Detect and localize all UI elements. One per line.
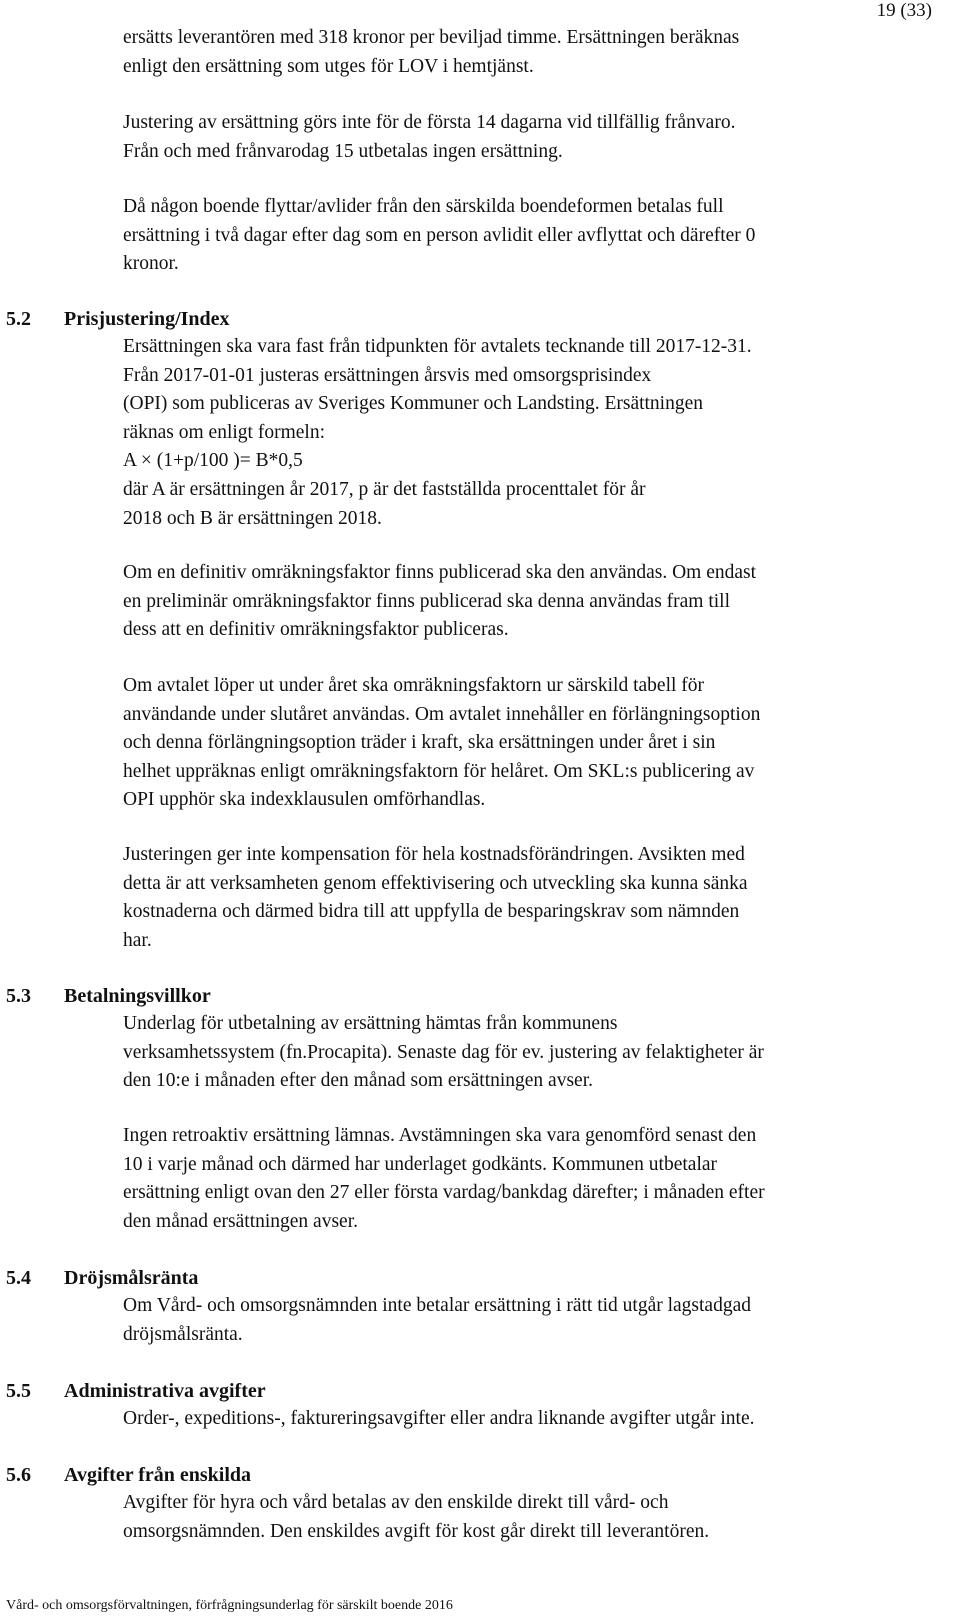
section-heading-5-4 <box>6 1264 198 1292</box>
section-number: 5.6 <box>6 1464 31 1486</box>
page-number: 19 (33) <box>876 0 932 21</box>
section-heading-5-3 <box>6 982 211 1010</box>
paragraph-lov-rate: ersätts leverantören med 318 kronor per beviljad timme. Ersättningen beräknas enligt den ersättning som utges för LOV i hemtjänst. <box>123 27 740 77</box>
paragraph-no-retroactive: Ingen retroaktiv ersättning lämnas. Avstämningen ska vara genomförd senast den 10 i varje månad och därmed har underlaget godkänts. Kommunen utbetalar ersättning enligt ovan den 27 eller första vardag/bankdag därefter; i månaden efter den månad ersättningen avser. <box>123 1125 765 1232</box>
paragraph-conversion-factor: Om en definitiv omräkningsfaktor finns publicerad ska den användas. Om endast en preliminär omräkningsfaktor finns publicerad ska denna användas fram till dess att en definitiv omräkningsfaktor publiceras. <box>123 562 757 641</box>
section-number: 5.4 <box>6 1267 31 1289</box>
paragraph-payment-basis: Underlag för utbetalning av ersättning hämtas från kommunens verksamhetssystem (fn.Procapita). Senaste dag för ev. justering av felaktigheter är den 10:e i månaden efter den månad som ersättningen avser. <box>123 1013 764 1092</box>
paragraph-individual-fees: Avgifter för hyra och vård betalas av den enskilde direkt till vård- och omsorgsnämnden. Den enskildes avgift för kost går direkt till leverantören. <box>123 1492 710 1542</box>
page-footer: Vård- och omsorgsförvaltningen, förfrågningsunderlag för särskilt boende 2016 <box>6 1598 453 1613</box>
section-title: Betalningsvillkor <box>64 985 211 1007</box>
paragraph-contract-expiry: Om avtalet löper ut under året ska omräkningsfaktorn ur särskild tabell för användande under slutåret användas. Om avtalet innehåller en förlängningsoption och denna förlängningsoption träder i kraft, ska ersättningen under året i sin helhet uppräknas enligt omräkningsfaktorn för helåret. Om SKL:s publicering av OPI upphör ska indexklausulen omförhandlas. <box>123 675 761 811</box>
section-title: Dröjsmålsränta <box>64 1267 199 1289</box>
section-heading-5-6 <box>6 1461 251 1489</box>
section-heading-5-5 <box>6 1377 266 1405</box>
section-number: 5.2 <box>6 308 31 330</box>
section-title: Prisjustering/Index <box>64 308 230 330</box>
paragraph-compensation: Justeringen ger inte kompensation för hela kostnadsförändringen. Avsikten med detta är att verksamheten genom effektivisering och utveckling ska kunna sänka kostnaderna och därmed bidra till att uppfylla de besparingskrav som nämnden har. <box>123 844 748 951</box>
section-number: 5.3 <box>6 985 31 1007</box>
paragraph-admin-fees: Order-, expeditions-, faktureringsavgifter eller andra liknande avgifter utgår inte. <box>123 1408 755 1429</box>
paragraph-moving: Då någon boende flyttar/avlider från den särskilda boendeformen betalas full ersättning i två dagar efter dag som en person avlidit eller avflyttat och därefter 0 kronor. <box>123 196 756 275</box>
section-title: Avgifter från enskilda <box>64 1464 252 1486</box>
section-title: Administrativa avgifter <box>64 1380 266 1402</box>
section-number: 5.5 <box>6 1380 31 1402</box>
section-heading-5-2 <box>6 305 230 333</box>
paragraph-late-interest: Om Vård- och omsorgsnämnden inte betalar ersättning i rätt tid utgår lagstadgad dröjsmålsränta. <box>123 1295 751 1345</box>
paragraph-price-index: Ersättningen ska vara fast från tidpunkten för avtalets tecknande till 2017-12-31. Från 2017-01-01 justeras ersättningen årsvis med omsorgsprisindex (OPI) som publiceras av Sveriges Kommuner och Landsting. Ersättningen räknas om enligt formeln: A × (1+p/100 )= B*0,5 där A är ersättningen år 2017, p är det fastställda procenttalet för år 2018 och B är ersättningen 2018. <box>123 336 752 529</box>
paragraph-absence: Justering av ersättning görs inte för de första 14 dagarna vid tillfällig frånvaro. Från och med frånvarodag 15 utbetalas ingen ersättning. <box>123 112 736 162</box>
